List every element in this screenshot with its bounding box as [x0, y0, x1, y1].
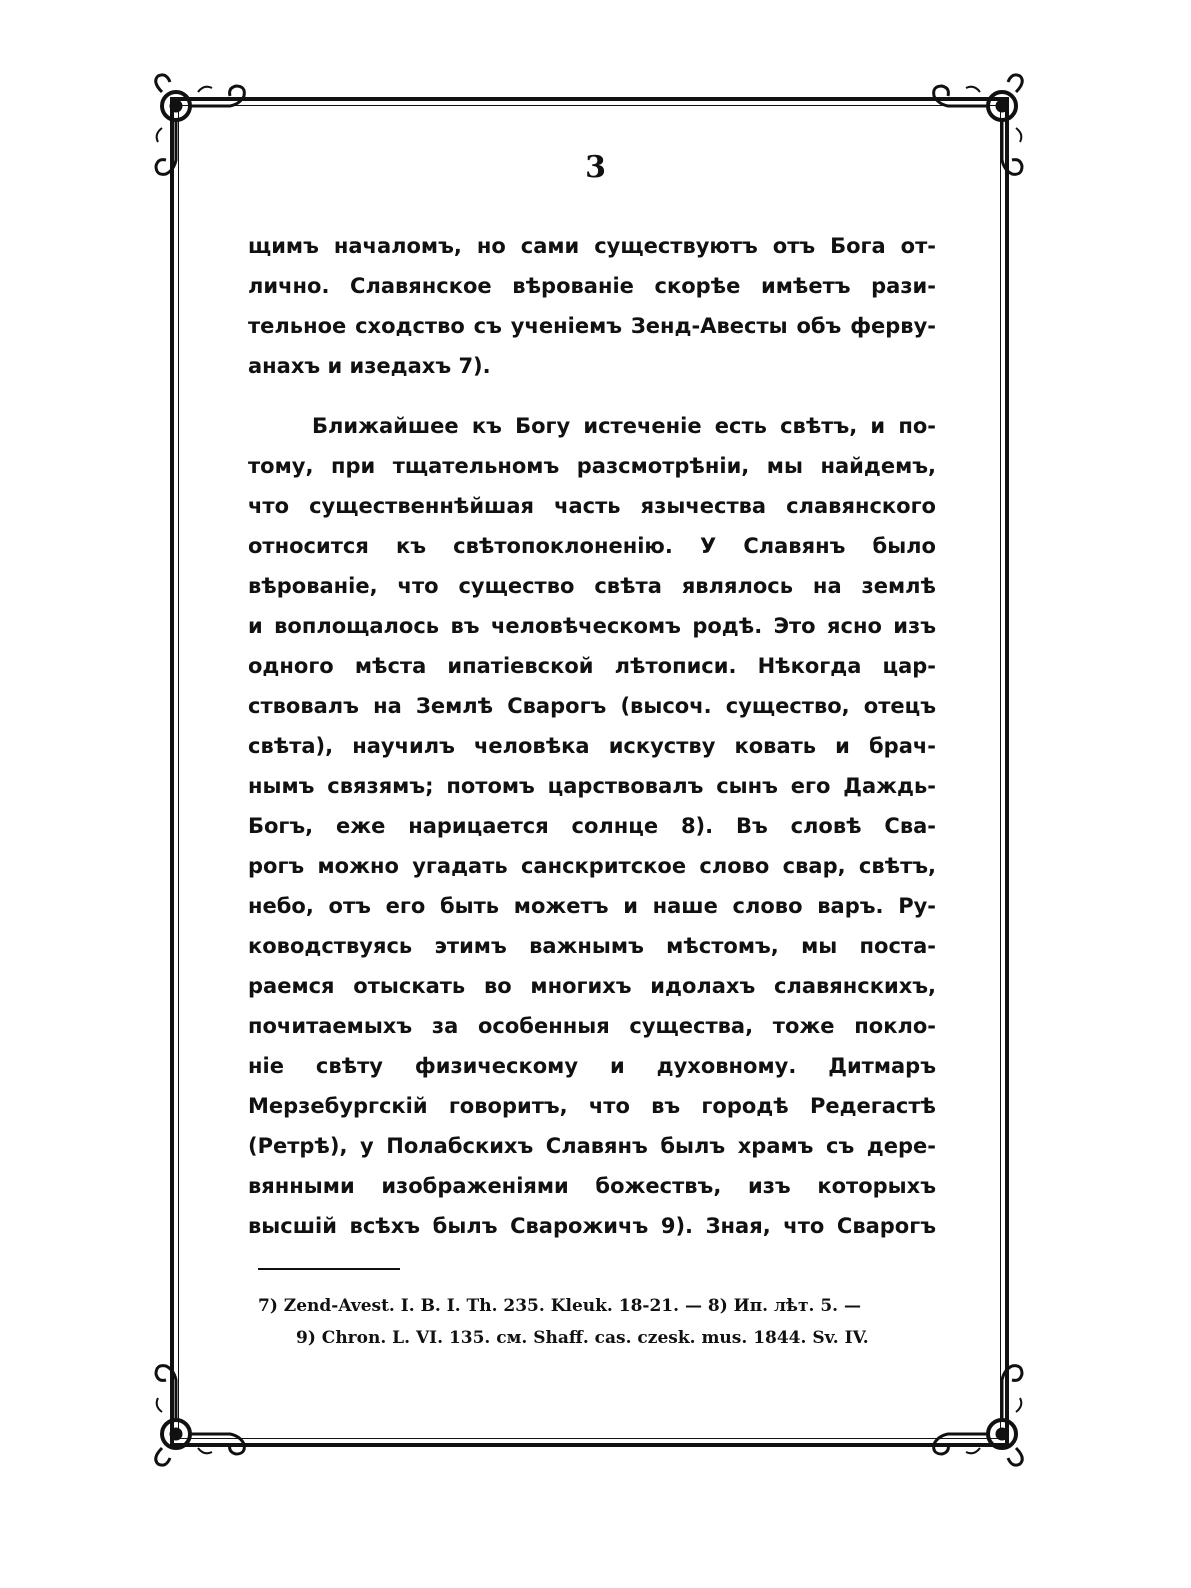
text-line: Мерзебургскій говоритъ, что въ городѣ Редегастѣ — [248, 1094, 936, 1118]
footnote-separator — [258, 1268, 400, 1270]
text-line: ководствуясь этимъ важнымъ мѣстомъ, мы поста- — [248, 934, 936, 958]
text-line: щимъ началомъ, но сами существуютъ отъ Бога от- — [248, 234, 936, 258]
text-line: небо, отъ его быть можетъ и наше слово варъ. Ру- — [248, 894, 936, 918]
body-text — [248, 226, 936, 1246]
floral-corner-ornament-icon — [140, 1350, 260, 1470]
text-line: высшій всѣхъ былъ Сварожичъ 9). Зная, что Сварогъ — [248, 1214, 936, 1238]
text-line: ствовалъ на Землѣ Сварогъ (высоч. существо, отецъ — [248, 694, 936, 718]
floral-corner-ornament-icon — [918, 1350, 1038, 1470]
text-line: анахъ и изедахъ 7). — [248, 354, 491, 378]
text-line: лично. Славянское вѣрованіе скорѣе имѣетъ рази- — [248, 274, 936, 298]
text-line: рогъ можно угадать санскритское слово свар, свѣтъ, — [248, 854, 936, 878]
text-line: тельное сходство съ ученіемъ Зенд-Авесты объ ферву- — [248, 314, 936, 338]
text-line: нымъ связямъ; потомъ царствовалъ сынъ его Даждь- — [248, 774, 936, 798]
text-line: (Ретрѣ), у Полабскихъ Славянъ былъ храмъ съ дере- — [248, 1134, 936, 1158]
text-line: свѣта), научилъ человѣка искуству ковать и брач- — [248, 734, 936, 758]
text-line: Ближайшее къ Богу истеченіе есть свѣтъ, и по- — [312, 414, 936, 438]
text-line: Богъ, еже нарицается солнце 8). Въ словѣ Сва- — [248, 814, 936, 838]
text-line: почитаемыхъ за особенныя существа, тоже покло- — [248, 1014, 936, 1038]
text-line: относится къ свѣтопоклоненію. У Славянъ было — [248, 534, 936, 558]
page-number: 3 — [585, 150, 606, 185]
text-line: вѣрованіе, что существо свѣта являлось на землѣ — [248, 574, 936, 598]
text-line: раемся отыскать во многихъ идолахъ славянскихъ, — [248, 974, 936, 998]
footnote-line: 9) Chron. L. VI. 135. см. Shaff. cas. czesk. mus. 1844. Sv. IV. — [296, 1328, 869, 1348]
footnotes — [258, 1290, 934, 1354]
footnote-line: 7) Zend-Avest. I. B. I. Th. 235. Kleuk. 18-21. — 8) Ип. лѣт. 5. — — [258, 1296, 861, 1316]
paragraph — [248, 226, 936, 386]
paragraph — [248, 406, 936, 1246]
text-line: и воплощалось въ человѣческомъ родѣ. Это ясно изъ — [248, 614, 936, 638]
text-line: тому, при тщательномъ разсмотрѣніи, мы найдемъ, — [248, 454, 936, 478]
text-line: одного мѣста ипатіевской лѣтописи. Нѣкогда цар- — [248, 654, 936, 678]
text-line: что существеннѣйшая часть язычества славянского — [248, 494, 936, 518]
text-line: ніе свѣту физическому и духовному. Дитмаръ — [248, 1054, 936, 1078]
text-line: вянными изображеніями божествъ, изъ которыхъ — [248, 1174, 936, 1198]
